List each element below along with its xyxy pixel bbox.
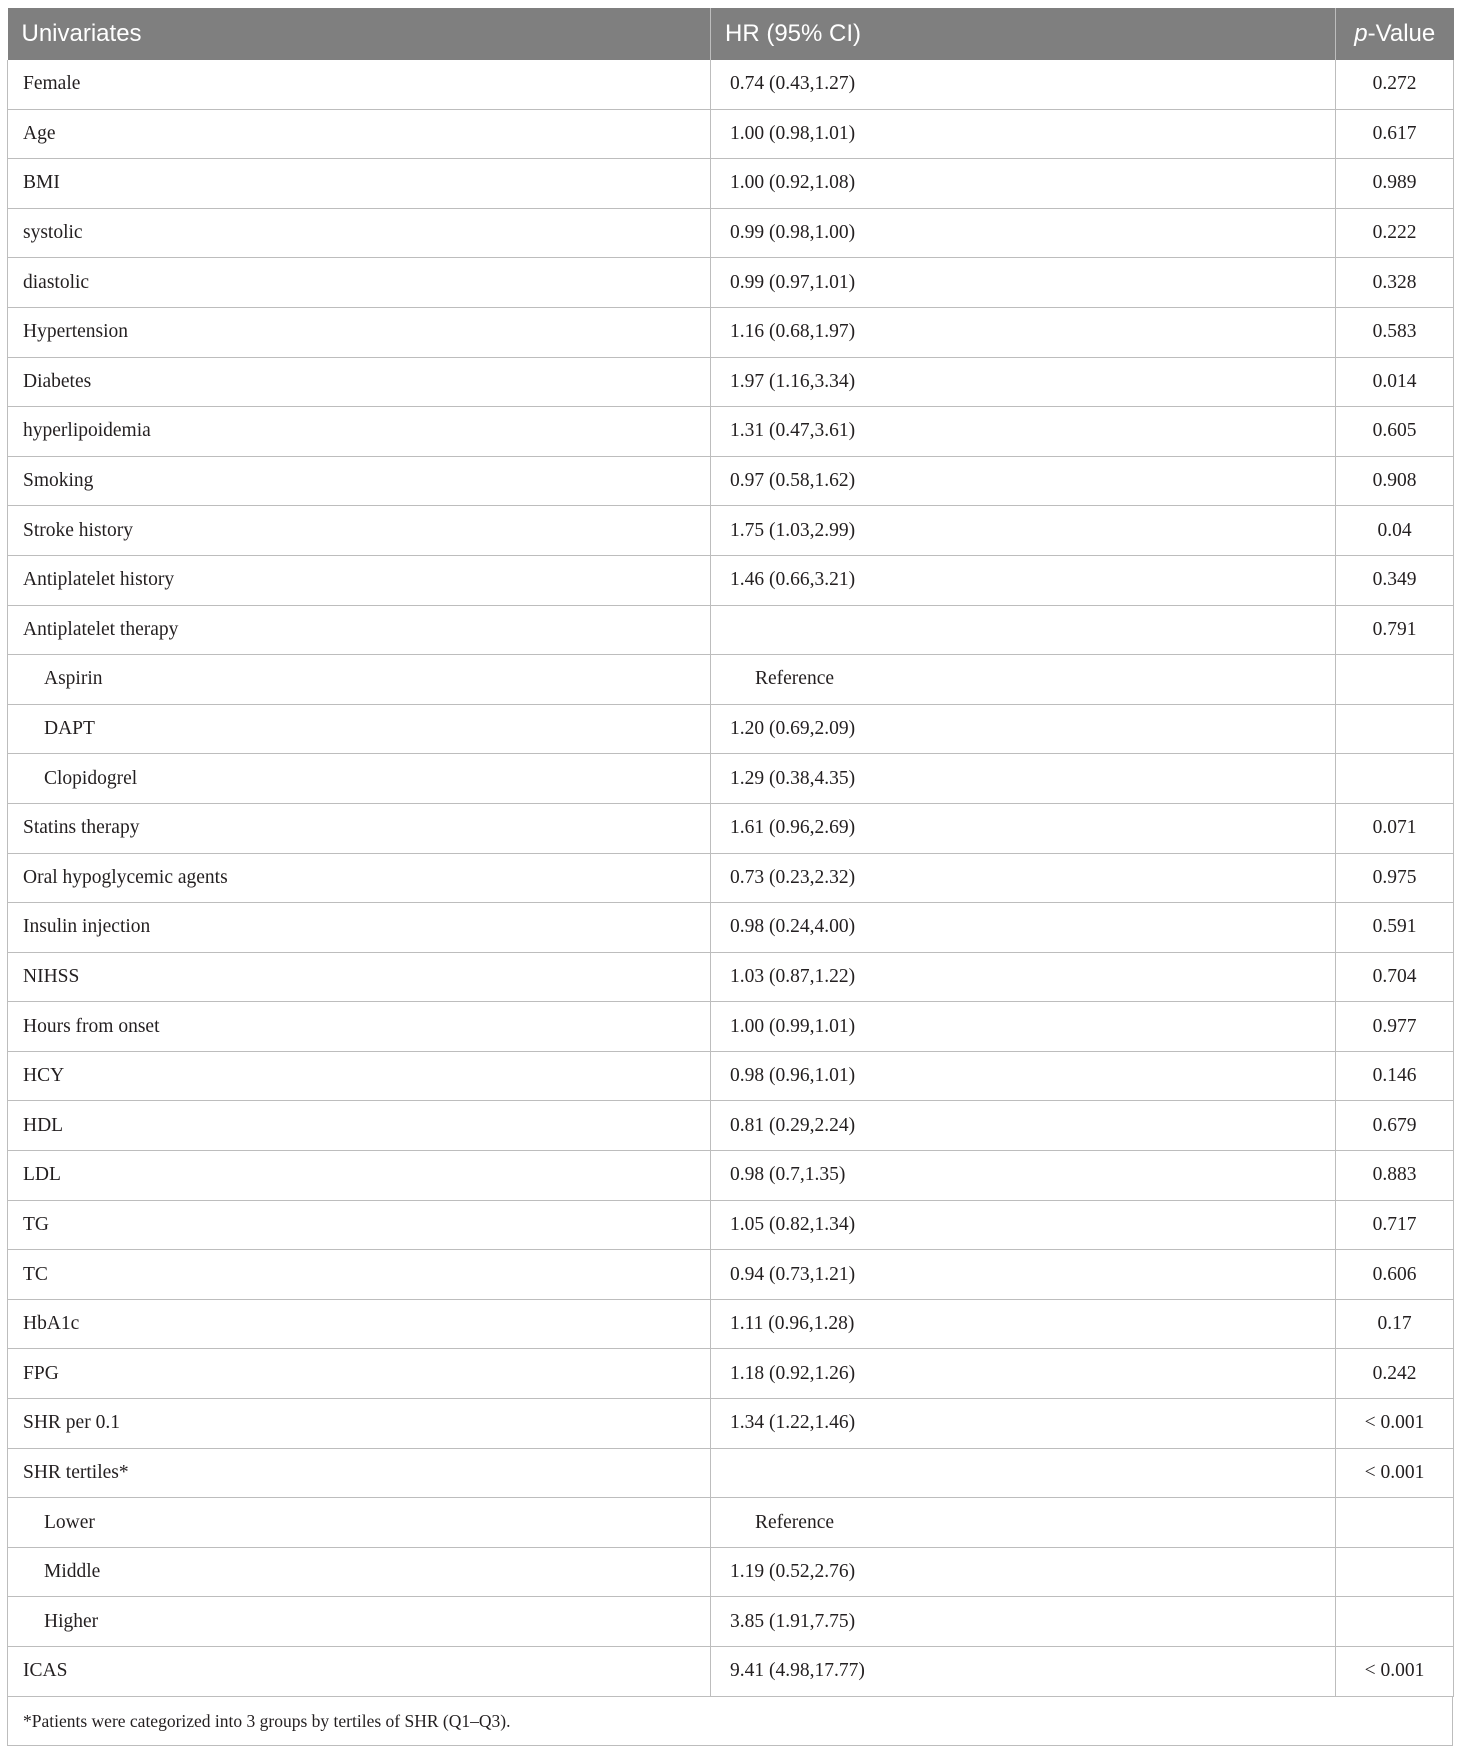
table-row xyxy=(8,555,1454,605)
p-value-cell xyxy=(1336,754,1454,804)
p-value-cell: 0.606 xyxy=(1336,1250,1454,1300)
hazard-ratio-cell: 1.75 (1.03,2.99) xyxy=(711,506,1336,556)
p-value-cell: 0.617 xyxy=(1336,109,1454,159)
p-value-cell: 0.704 xyxy=(1336,952,1454,1002)
hazard-ratio-cell: 1.00 (0.92,1.08) xyxy=(711,159,1336,209)
hazard-ratio-cell: 9.41 (4.98,17.77) xyxy=(711,1647,1336,1697)
table-row xyxy=(8,1597,1454,1647)
hazard-ratio-cell: 0.94 (0.73,1.21) xyxy=(711,1250,1336,1300)
p-value-cell: 0.791 xyxy=(1336,605,1454,655)
table-row xyxy=(8,1498,1454,1548)
table-row xyxy=(8,1349,1454,1399)
variable-label: Stroke history xyxy=(8,506,711,556)
table-row xyxy=(8,1151,1454,1201)
table-row xyxy=(8,456,1454,506)
variable-label: NIHSS xyxy=(8,952,711,1002)
variable-label: TC xyxy=(8,1250,711,1300)
variable-label: Insulin injection xyxy=(8,903,711,953)
p-value-cell xyxy=(1336,1597,1454,1647)
table-row xyxy=(8,258,1454,308)
p-value-cell xyxy=(1336,1498,1454,1548)
hazard-ratio-cell: 1.97 (1.16,3.34) xyxy=(711,357,1336,407)
hazard-ratio-cell: 0.74 (0.43,1.27) xyxy=(711,60,1336,109)
table-row xyxy=(8,1101,1454,1151)
p-value-cell: 0.679 xyxy=(1336,1101,1454,1151)
variable-label: TG xyxy=(8,1200,711,1250)
table-row xyxy=(8,903,1454,953)
variable-label: Female xyxy=(8,60,711,109)
table-row xyxy=(8,1647,1454,1697)
p-value-cell: 0.989 xyxy=(1336,159,1454,209)
hazard-ratio-cell: 0.81 (0.29,2.24) xyxy=(711,1101,1336,1151)
p-value-cell xyxy=(1336,1547,1454,1597)
table-row xyxy=(8,1250,1454,1300)
variable-label: Clopidogrel xyxy=(8,754,711,804)
table-row xyxy=(8,407,1454,457)
p-value-cell xyxy=(1336,655,1454,705)
table-row xyxy=(8,1200,1454,1250)
table-row xyxy=(8,704,1454,754)
table-row xyxy=(8,1399,1454,1449)
variable-label: diastolic xyxy=(8,258,711,308)
p-value-cell: 0.349 xyxy=(1336,555,1454,605)
hazard-ratio-cell: 1.20 (0.69,2.09) xyxy=(711,704,1336,754)
variable-label: Lower xyxy=(8,1498,711,1548)
p-value-cell: 0.975 xyxy=(1336,853,1454,903)
hazard-ratio-cell: 1.31 (0.47,3.61) xyxy=(711,407,1336,457)
hazard-ratio-cell: 1.29 (0.38,4.35) xyxy=(711,754,1336,804)
table-row xyxy=(8,1547,1454,1597)
hazard-ratio-cell: 0.97 (0.58,1.62) xyxy=(711,456,1336,506)
p-value-cell: 0.17 xyxy=(1336,1299,1454,1349)
p-value-cell: 0.014 xyxy=(1336,357,1454,407)
univariate-table-container xyxy=(7,8,1453,1746)
variable-label: HCY xyxy=(8,1051,711,1101)
table-row xyxy=(8,159,1454,209)
hazard-ratio-cell: Reference xyxy=(711,1498,1336,1548)
variable-label: HDL xyxy=(8,1101,711,1151)
p-value-cell: 0.908 xyxy=(1336,456,1454,506)
variable-label: systolic xyxy=(8,208,711,258)
header-hr-ci: HR (95% CI) xyxy=(711,8,1336,60)
variable-label: DAPT xyxy=(8,704,711,754)
hazard-ratio-cell: 1.00 (0.99,1.01) xyxy=(711,1002,1336,1052)
table-row xyxy=(8,853,1454,903)
table-row xyxy=(8,208,1454,258)
hazard-ratio-cell: 1.19 (0.52,2.76) xyxy=(711,1547,1336,1597)
table-row xyxy=(8,1051,1454,1101)
hazard-ratio-cell: 1.05 (0.82,1.34) xyxy=(711,1200,1336,1250)
variable-label: SHR per 0.1 xyxy=(8,1399,711,1449)
p-value-cell: 0.591 xyxy=(1336,903,1454,953)
table-row xyxy=(8,803,1454,853)
variable-label: Smoking xyxy=(8,456,711,506)
table-body xyxy=(8,60,1454,1696)
univariate-hr-table xyxy=(7,8,1454,1697)
table-row xyxy=(8,655,1454,705)
p-value-cell: < 0.001 xyxy=(1336,1399,1454,1449)
hazard-ratio-cell: 0.99 (0.97,1.01) xyxy=(711,258,1336,308)
table-footnote: *Patients were categorized into 3 groups by tertiles of SHR (Q1–Q3). xyxy=(7,1697,1453,1746)
hazard-ratio-cell: 0.98 (0.96,1.01) xyxy=(711,1051,1336,1101)
variable-label: FPG xyxy=(8,1349,711,1399)
p-value-cell: 0.071 xyxy=(1336,803,1454,853)
p-value-cell: 0.222 xyxy=(1336,208,1454,258)
variable-label: Diabetes xyxy=(8,357,711,407)
header-p-rest: -Value xyxy=(1367,20,1436,47)
variable-label: Aspirin xyxy=(8,655,711,705)
hazard-ratio-cell xyxy=(711,605,1336,655)
variable-label: Oral hypoglycemic agents xyxy=(8,853,711,903)
p-value-cell: 0.883 xyxy=(1336,1151,1454,1201)
table-row xyxy=(8,357,1454,407)
hazard-ratio-cell: 0.98 (0.7,1.35) xyxy=(711,1151,1336,1201)
variable-label: BMI xyxy=(8,159,711,209)
variable-label: hyperlipoidemia xyxy=(8,407,711,457)
p-value-cell: < 0.001 xyxy=(1336,1647,1454,1697)
hazard-ratio-cell: 1.46 (0.66,3.21) xyxy=(711,555,1336,605)
p-value-cell: 0.583 xyxy=(1336,307,1454,357)
p-value-cell: 0.977 xyxy=(1336,1002,1454,1052)
hazard-ratio-cell: 1.00 (0.98,1.01) xyxy=(711,109,1336,159)
variable-label: Antiplatelet therapy xyxy=(8,605,711,655)
hazard-ratio-cell: 1.11 (0.96,1.28) xyxy=(711,1299,1336,1349)
header-p-italic: p xyxy=(1354,20,1368,47)
table-row xyxy=(8,754,1454,804)
hazard-ratio-cell: 1.16 (0.68,1.97) xyxy=(711,307,1336,357)
hazard-ratio-cell: 1.18 (0.92,1.26) xyxy=(711,1349,1336,1399)
hazard-ratio-cell: 1.61 (0.96,2.69) xyxy=(711,803,1336,853)
variable-label: SHR tertiles* xyxy=(8,1448,711,1498)
p-value-cell: 0.146 xyxy=(1336,1051,1454,1101)
table-row xyxy=(8,109,1454,159)
variable-label: LDL xyxy=(8,1151,711,1201)
variable-label: Statins therapy xyxy=(8,803,711,853)
hazard-ratio-cell: 3.85 (1.91,7.75) xyxy=(711,1597,1336,1647)
variable-label: Antiplatelet history xyxy=(8,555,711,605)
variable-label: Higher xyxy=(8,1597,711,1647)
variable-label: ICAS xyxy=(8,1647,711,1697)
variable-label: Age xyxy=(8,109,711,159)
variable-label: Hours from onset xyxy=(8,1002,711,1052)
header-univariates: Univariates xyxy=(8,8,711,60)
p-value-cell: 0.605 xyxy=(1336,407,1454,457)
hazard-ratio-cell: 0.98 (0.24,4.00) xyxy=(711,903,1336,953)
variable-label: Hypertension xyxy=(8,307,711,357)
table-row xyxy=(8,506,1454,556)
hazard-ratio-cell: Reference xyxy=(711,655,1336,705)
p-value-cell xyxy=(1336,704,1454,754)
variable-label: Middle xyxy=(8,1547,711,1597)
hazard-ratio-cell xyxy=(711,1448,1336,1498)
p-value-cell: 0.04 xyxy=(1336,506,1454,556)
hazard-ratio-cell: 1.34 (1.22,1.46) xyxy=(711,1399,1336,1449)
variable-label: HbA1c xyxy=(8,1299,711,1349)
table-row xyxy=(8,1448,1454,1498)
p-value-cell: 0.717 xyxy=(1336,1200,1454,1250)
p-value-cell: 0.272 xyxy=(1336,60,1454,109)
hazard-ratio-cell: 1.03 (0.87,1.22) xyxy=(711,952,1336,1002)
hazard-ratio-cell: 0.73 (0.23,2.32) xyxy=(711,853,1336,903)
table-row xyxy=(8,952,1454,1002)
table-row xyxy=(8,307,1454,357)
p-value-cell: 0.242 xyxy=(1336,1349,1454,1399)
table-row xyxy=(8,1002,1454,1052)
table-header-row xyxy=(8,8,1454,60)
hazard-ratio-cell: 0.99 (0.98,1.00) xyxy=(711,208,1336,258)
table-row xyxy=(8,60,1454,109)
header-p-value xyxy=(1336,8,1454,60)
table-row xyxy=(8,605,1454,655)
p-value-cell: 0.328 xyxy=(1336,258,1454,308)
table-row xyxy=(8,1299,1454,1349)
p-value-cell: < 0.001 xyxy=(1336,1448,1454,1498)
